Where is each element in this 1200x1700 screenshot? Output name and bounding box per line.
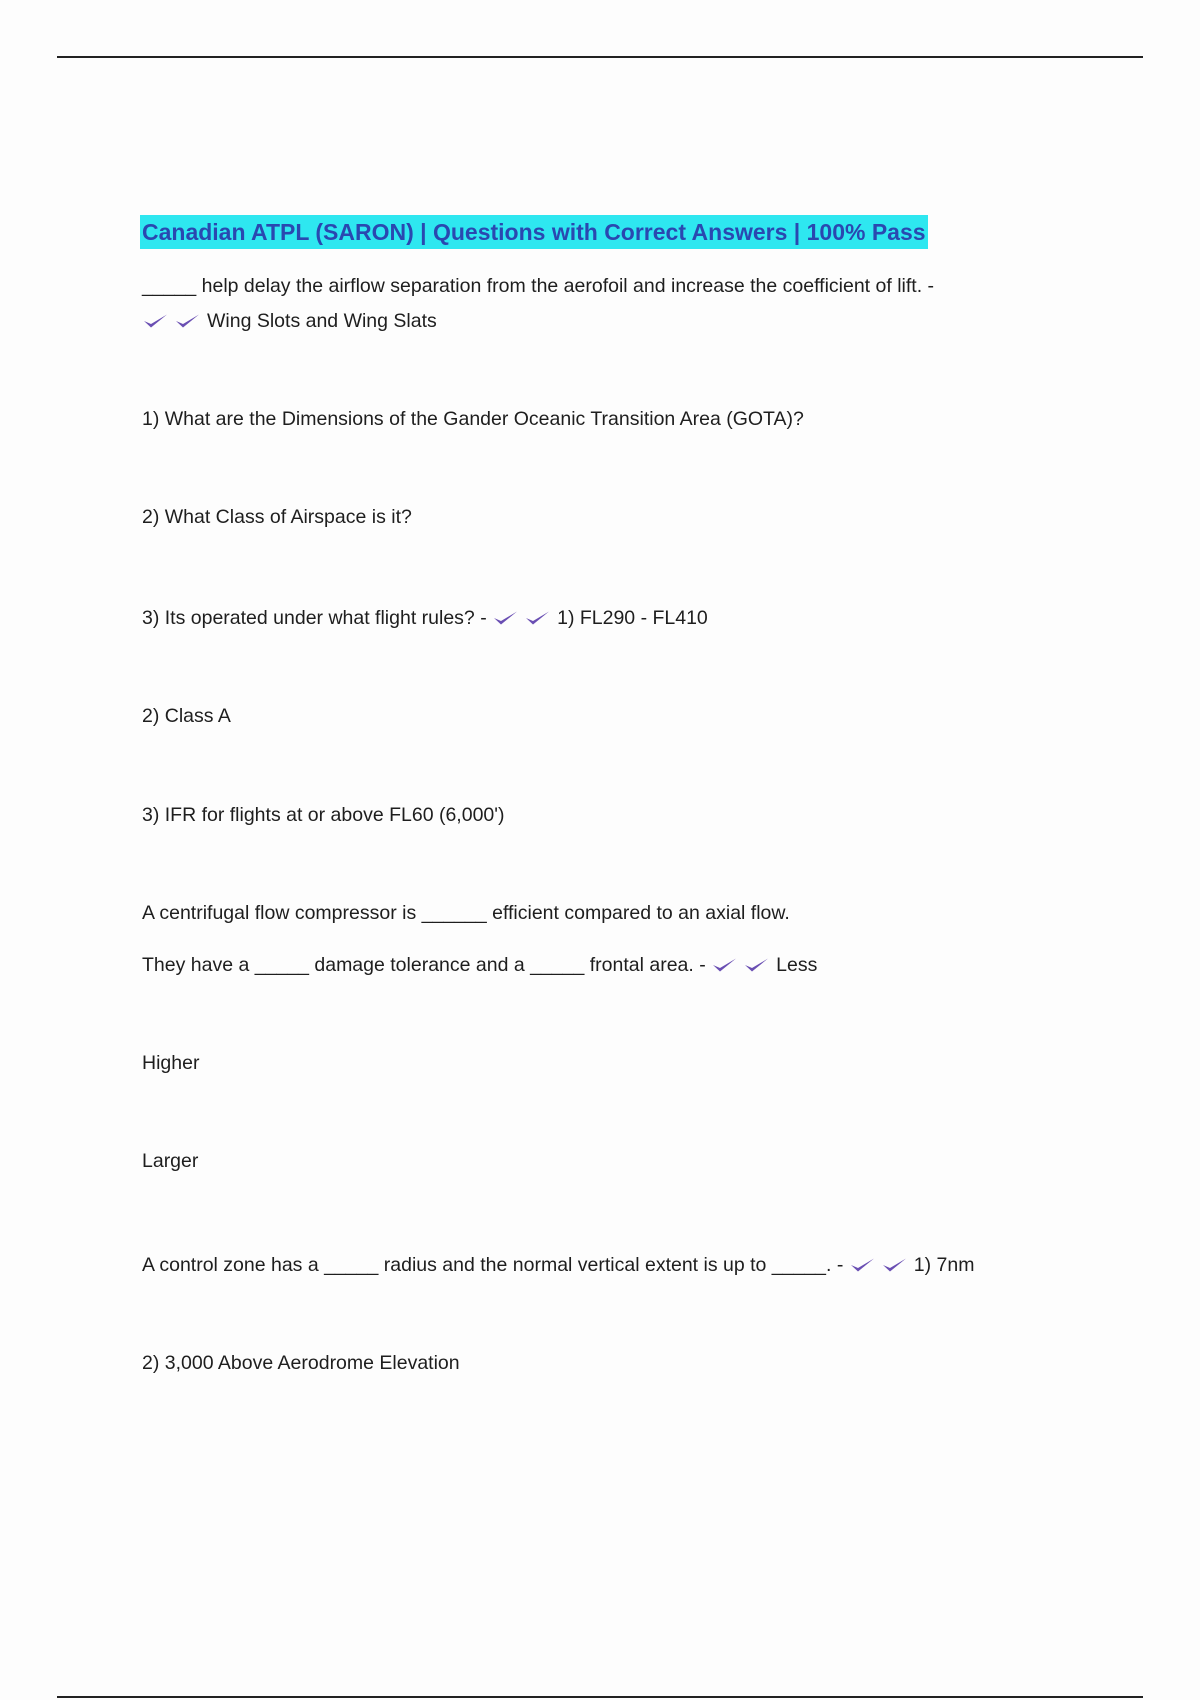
footer-rule	[57, 1696, 1143, 1698]
question-line: A centrifugal flow compressor is ______ efficient compared to an axial flow.	[142, 902, 790, 924]
answer-line: 3) IFR for flights at or above FL60 (6,000')	[142, 804, 505, 826]
answer-line: Higher	[142, 1052, 200, 1074]
check-icon	[881, 1256, 908, 1274]
check-icon	[492, 609, 519, 627]
question-line: 2) What Class of Airspace is it?	[142, 506, 412, 528]
question-line: _____ help delay the airflow separation from the aerofoil and increase the coefficient of lift. -	[142, 275, 935, 297]
answer-text: 1) FL290 - FL410	[557, 607, 708, 629]
header-rule	[57, 56, 1143, 58]
answer-text: Less	[776, 954, 818, 976]
answer-check-icons	[849, 1252, 913, 1278]
question-line: 1) What are the Dimensions of the Gander Oceanic Transition Area (GOTA)?	[142, 408, 804, 430]
question-line	[142, 1252, 974, 1278]
answer-line: 2) 3,000 Above Aerodrome Elevation	[142, 1352, 460, 1374]
answer-line: 2) Class A	[142, 705, 231, 727]
answer-check-icons	[492, 605, 556, 631]
check-icon	[743, 956, 770, 974]
answer-line: Larger	[142, 1150, 199, 1172]
question-text: They have a _____ damage tolerance and a _____ frontal area. -	[142, 954, 706, 976]
check-icon	[524, 609, 551, 627]
check-icon	[174, 312, 201, 330]
answer-text: 1) 7nm	[913, 1254, 975, 1276]
question-line	[142, 605, 708, 631]
question-text: A control zone has a _____ radius and the normal vertical extent is up to _____. -	[142, 1254, 844, 1276]
question-line	[142, 952, 817, 978]
check-icon	[711, 956, 738, 974]
answer-check-icons	[142, 308, 206, 334]
document-title: Canadian ATPL (SARON) | Questions with Correct Answers | 100% Pass	[140, 215, 928, 249]
question-text: 3) Its operated under what flight rules? -	[142, 607, 487, 629]
check-icon	[142, 312, 169, 330]
answer-check-icons	[711, 952, 775, 978]
answer-text: Wing Slots and Wing Slats	[207, 310, 437, 332]
answer-line	[142, 308, 437, 334]
check-icon	[849, 1256, 876, 1274]
